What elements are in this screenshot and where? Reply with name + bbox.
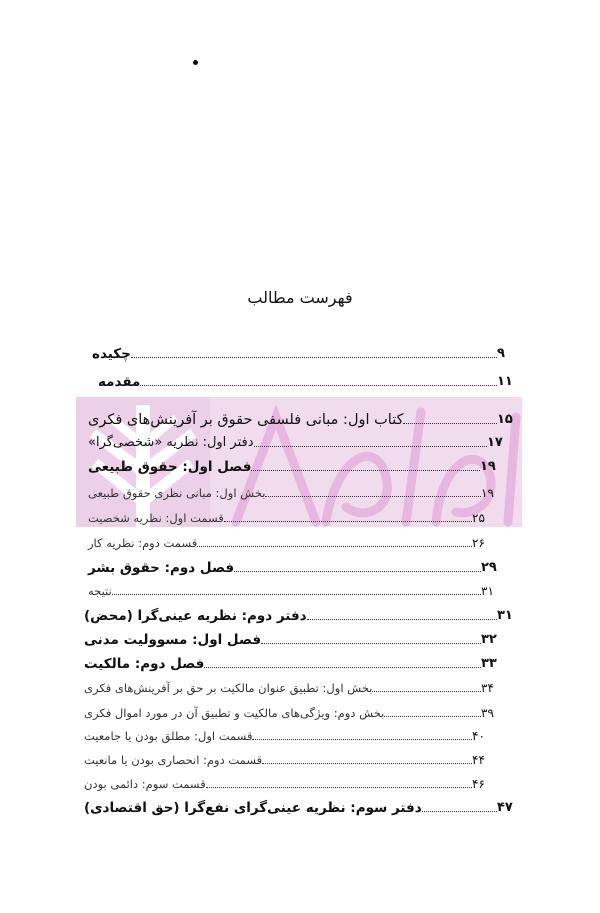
toc-entry-label: کتاب اول: مبانی فلسفی حقوق بر آفرینش‌های فکری (88, 412, 404, 428)
toc-entry-page-number: ۳۲ (481, 632, 497, 647)
toc-entry-label: چکیده (92, 346, 131, 362)
toc-entry[interactable] (80, 771, 500, 793)
toc-entry[interactable] (80, 795, 525, 817)
toc-entry[interactable] (84, 555, 509, 577)
toc-entry-page-number: ۴۶ (472, 777, 485, 791)
dot-leader (140, 384, 497, 386)
toc-entry[interactable] (84, 578, 509, 600)
toc-entry-page-number: ۳۱ (497, 608, 513, 623)
toc-entry-label: نتیجه (88, 584, 112, 598)
toc-entry[interactable] (80, 747, 500, 769)
toc-entry-label: قسمت اول: مطلق بودن یا جامعیت (84, 729, 253, 743)
toc-entry-page-number: ۲۵ (472, 511, 485, 525)
toc-entry[interactable] (84, 407, 525, 429)
toc-entry-page-number: ۱۷ (487, 435, 503, 450)
toc-entry-label: دفتر دوم: نظریه عینی‌گرا (محض) (84, 608, 307, 624)
toc-entry-page-number: ۱۱ (497, 374, 513, 389)
toc-entry-page-number: ۲۶ (472, 536, 485, 550)
toc-entry-label: دفتر اول: نظریه «شخصی‌گرا» (88, 435, 254, 450)
toc-entry-page-number: ۱۹ (481, 486, 494, 500)
dot-leader (112, 593, 481, 595)
toc-entry-label: فصل اول: مسوولیت مدنی (84, 632, 262, 648)
toc-entry-label: قسمت دوم: نظریه کار (88, 536, 198, 550)
toc-entry-page-number: ۲۹ (481, 560, 497, 575)
toc-entry-page-number: ۳۴ (481, 681, 494, 695)
toc-entry[interactable] (80, 723, 500, 745)
toc-entry-page-number: ۱۹ (480, 459, 496, 474)
toc-entry[interactable] (80, 603, 525, 625)
dot-leader (206, 786, 472, 788)
dot-leader (261, 642, 481, 644)
toc-entry-label: فصل اول: حقوق طبیعی (88, 459, 252, 475)
toc-entry-label: فصل دوم: حقوق بشر (88, 560, 235, 576)
dot-leader (307, 618, 497, 620)
toc-entry-label: بخش اول: تطبیق عنوان مالکیت بر حق بر آفرینش‌های فکری (84, 681, 373, 695)
toc-entry-page-number: ۴۴ (472, 753, 485, 767)
toc-entry[interactable] (80, 700, 509, 722)
dot-leader (251, 469, 480, 471)
toc-entry-page-number: ۳۱ (481, 584, 494, 598)
toc-entry-label: بخش اول: مبانی نظری حقوق طبیعی (88, 486, 266, 500)
dot-leader (384, 715, 481, 717)
dot-leader (422, 810, 497, 812)
dot-leader (204, 666, 481, 668)
toc-title: فهرست مطالب (247, 288, 353, 307)
toc-entry-page-number: ۱۵ (497, 412, 513, 427)
toc-entry[interactable] (84, 454, 508, 476)
toc-entry[interactable] (80, 675, 509, 697)
toc-entry-label: دفتر سوم: نظریه عینی‌گرای نفع‌گرا (حق اقتصادی) (84, 800, 422, 816)
toc-entry-label: مقدمه (98, 374, 141, 390)
toc-entry-page-number: ۴۰ (472, 729, 485, 743)
dot-leader (252, 738, 472, 740)
dot-leader (403, 422, 497, 424)
toc-entry-label: قسمت سوم: دائمی بودن (84, 777, 206, 791)
dot-leader (265, 495, 481, 497)
toc-entry[interactable] (84, 480, 509, 502)
toc-entry-label: قسمت دوم: انحصاری بودن یا مانعیت (84, 753, 263, 767)
toc-entry[interactable] (88, 341, 525, 363)
toc-entry-page-number: ۳۳ (481, 656, 497, 671)
toc-entry[interactable] (94, 369, 525, 391)
dot-leader (372, 690, 481, 692)
toc-entry[interactable] (80, 651, 509, 673)
toc-entry-page-number: ۴۷ (497, 800, 513, 815)
toc-entry[interactable] (84, 530, 500, 552)
toc-entry-label: قسمت اول: نظریه شخصیت (88, 511, 224, 525)
dot-leader (254, 445, 487, 447)
dot-leader (234, 570, 481, 572)
dot-leader (131, 356, 497, 358)
dot-leader (224, 520, 472, 522)
dot-leader (197, 545, 472, 547)
toc-entry-page-number: ۳۹ (481, 706, 494, 720)
toc-entry-page-number: ۹ (497, 346, 505, 361)
toc-entry-label: فصل دوم: مالکیت (84, 656, 205, 672)
toc-entry[interactable] (80, 627, 509, 649)
toc-entry-label: بخش دوم: ویژگی‌های مالکیت و تطبیق آن در مورد اموال فکری (84, 706, 385, 720)
toc-entry[interactable] (84, 430, 515, 452)
dot-leader (262, 762, 472, 764)
toc-entry[interactable] (84, 505, 500, 527)
